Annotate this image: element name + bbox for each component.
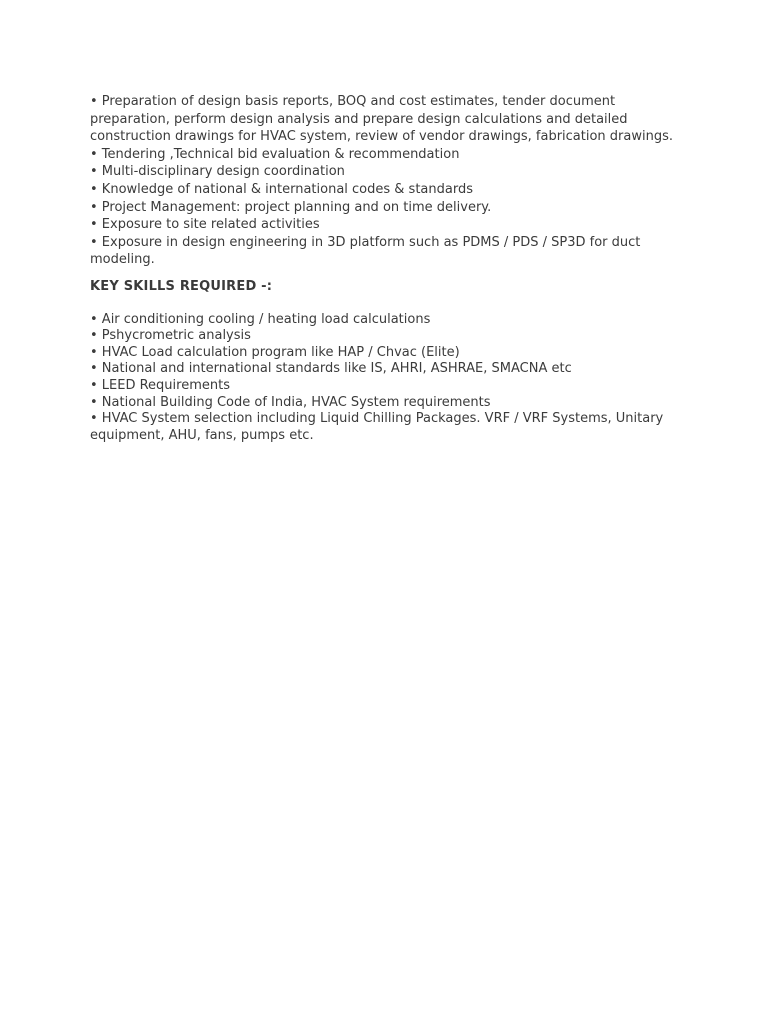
- list-item: • Project Management: project planning and on time delivery.: [90, 199, 492, 215]
- list-item: • LEED Requirements: [90, 377, 230, 393]
- list-item: • Multi-disciplinary design coordination: [90, 164, 345, 180]
- key-skills-heading: KEY SKILLS REQUIRED -:: [90, 278, 273, 294]
- document-body: [90, 93, 680, 444]
- list-item: • HVAC Load calculation program like HAP / Chvac (Elite): [90, 344, 460, 360]
- list-item: • National and international standards like IS, AHRI, ASHRAE, SMACNA etc: [90, 361, 572, 377]
- list-item: • Preparation of design basis reports, BOQ and cost estimates, tender document preparation, perform design analysis and prepare design calculations and detailed construction drawings for HVAC system, review of vendor drawings, fabrication drawings.: [90, 94, 674, 145]
- list-item: • Air conditioning cooling / heating load calculations: [90, 311, 431, 327]
- list-item: • HVAC System selection including Liquid Chilling Packages. VRF / VRF Systems, Unitary equipment, AHU, fans, pumps etc.: [90, 411, 664, 443]
- list-item: • National Building Code of India, HVAC System requirements: [90, 394, 491, 410]
- list-item: • Tendering ,Technical bid evaluation & recommendation: [90, 146, 460, 162]
- list-item: • Exposure to site related activities: [90, 217, 320, 233]
- list-item: • Knowledge of national & international codes & standards: [90, 181, 473, 197]
- key-skills-list: [90, 312, 680, 445]
- list-item: • Exposure in design engineering in 3D platform such as PDMS / PDS / SP3D for duct modeling.: [90, 234, 641, 268]
- list-item: • Pshycrometric analysis: [90, 328, 251, 344]
- responsibilities-list: [90, 93, 680, 269]
